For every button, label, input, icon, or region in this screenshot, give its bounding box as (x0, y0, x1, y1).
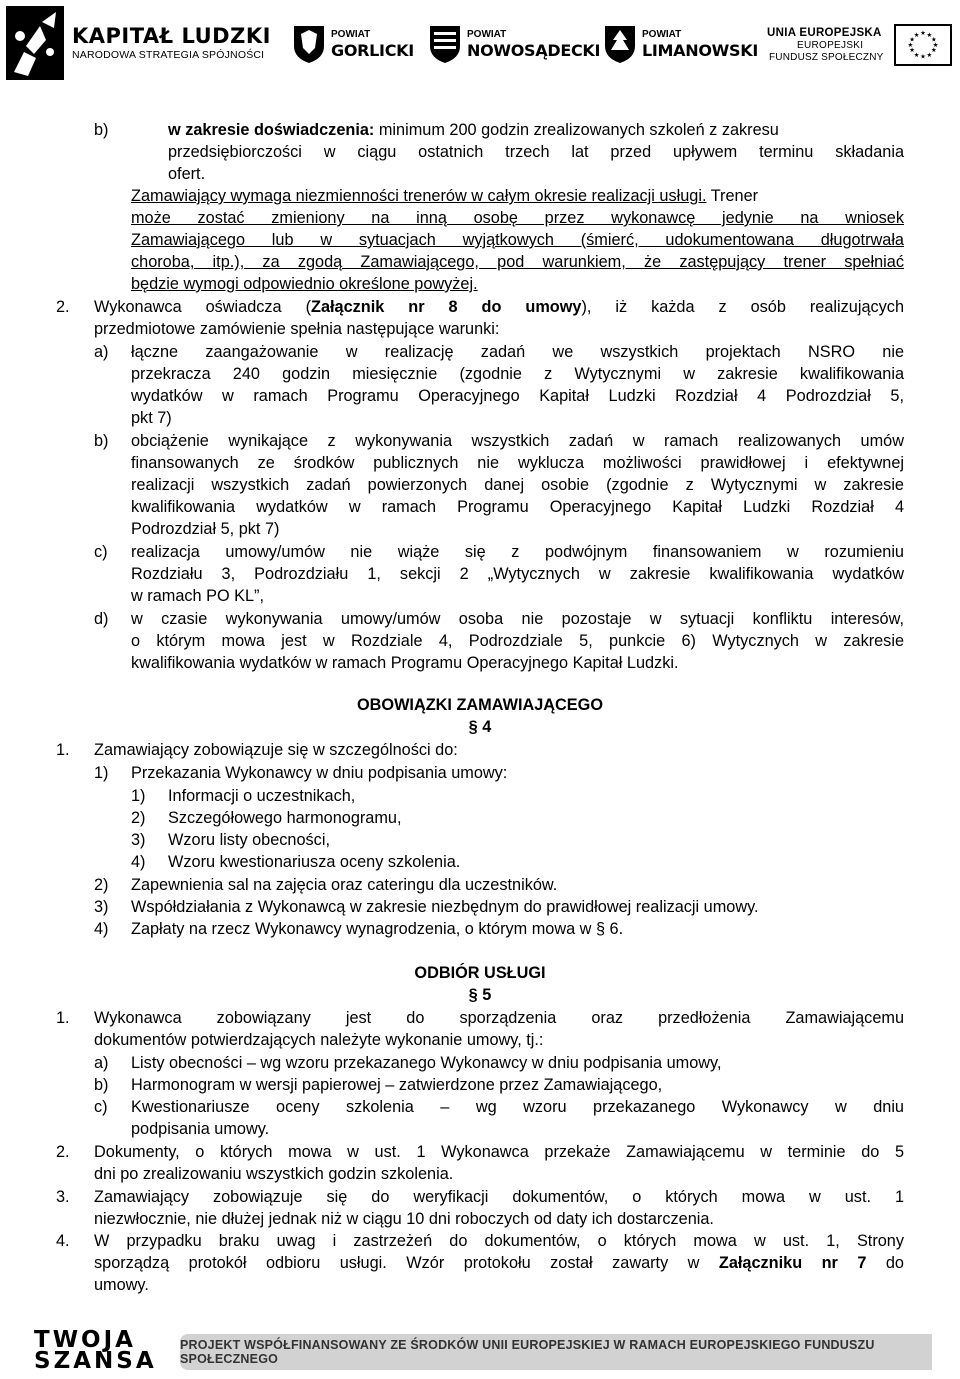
condition-b-line-4: kwalifikowania wydatków w ramach Programu Operacyjnego Kapitał Ludzki Rozdział 4 (131, 498, 904, 516)
section-number-4: § 4 (468, 718, 492, 736)
acceptance-4-line-1: W przypadku braku uwag i zastrzeżeń do dokumentów, o których mowa w ust. 1, Strony (94, 1232, 904, 1250)
paragraph-number: 3. (56, 1188, 70, 1206)
condition-b-line-3: realizacji wszystkich zadań powierzonych danej osobie (zgodnie z Wytycznymi w zakresie (131, 476, 904, 494)
item-label: a) (94, 1054, 109, 1072)
kapital-ludzki-subtitle: NARODOWA STRATEGIA SPÓJNOŚCI (72, 49, 265, 61)
item-label: 3) (131, 831, 146, 849)
section-number-5: § 5 (468, 986, 492, 1004)
svg-text:★: ★ (930, 36, 937, 44)
acceptance-doc-a: Listy obecności – wg wzoru przekazanego Wykonawcy w dniu podpisania umowy, (131, 1054, 722, 1072)
svg-text:★: ★ (926, 31, 932, 39)
svg-text:★: ★ (908, 47, 915, 55)
acceptance-3-line-1: Zamawiający zobowiązuje się do weryfikacji dokumentów, o których mowa w ust. 1 (94, 1188, 904, 1206)
acceptance-doc-b: Harmonogram w wersji papierowej – zatwierdzone przez Zamawiającego, (131, 1076, 663, 1094)
trainer-line-1: Zamawiający wymaga niezmienności trenerów w całym okresie realizacji usługi. Trener (131, 187, 759, 205)
item-label: c) (94, 543, 108, 561)
obligation-1-4: Wzoru kwestionariusza oceny szkolenia. (168, 853, 461, 871)
declaration-line-1: Wykonawca oświadcza (Załącznik nr 8 do umowy), iż każda z osób realizujących (94, 298, 904, 316)
item-label: d) (94, 610, 109, 628)
trainer-line-5: będzie wymogi odpowiednio określone powyżej. (131, 275, 478, 293)
svg-text:★: ★ (919, 53, 926, 61)
eu-line3: FUNDUSZ SPOŁECZNY (769, 52, 884, 63)
section-heading-obligations: OBOWIĄZKI ZAMAWIAJĄCEGO (356, 696, 603, 714)
trainer-line-2: może zostać zmieniony na inną osobę przez wykonawcę jedynie na wniosek (131, 209, 904, 227)
paragraph-number: 1. (56, 1009, 70, 1027)
obligation-3: Współdziałania z Wykonawcą w zakresie niezbędnym do prawidłowej realizacji umowy. (131, 898, 759, 916)
acceptance-1-line-1: Wykonawca zobowiązany jest do sporządzenia oraz przedłożenia Zamawiającemu (94, 1009, 904, 1027)
item-label: 1) (131, 787, 146, 805)
condition-b-line-2: finansowanych ze środków publicznych nie wyklucza możliwości prawidłowej i efektywnej (131, 454, 904, 472)
acceptance-4-line-3: umowy. (94, 1276, 149, 1294)
condition-a-line-2: przekracza 240 godzin miesięcznie (zgodnie z Wytycznymi w zakresie kwalifikowania (131, 365, 904, 383)
obligation-2: Zapewnienia sal na zajęcia oraz cateringu dla uczestników. (131, 876, 558, 894)
svg-text:★: ★ (907, 41, 913, 49)
item-label: 1) (94, 764, 109, 782)
svg-text:★: ★ (913, 31, 920, 39)
twoja-szansa-logo (34, 1327, 157, 1374)
svg-text:★: ★ (908, 36, 915, 44)
item-label: 3) (94, 898, 109, 916)
section-heading-acceptance: ODBIÓR USŁUGI (414, 964, 546, 982)
condition-a-line-4: pkt 7) (131, 409, 172, 427)
condition-c-line-3: w ramach PO KL”, (131, 587, 265, 605)
item-label: 2) (131, 809, 146, 827)
acceptance-4-line-2: sporządzą protokół odbioru usługi. Wzór protokołu został zawarty w Załączniku nr 7 do (94, 1254, 904, 1272)
condition-a-line-1: łączne zaangażowanie w realizację zadań we wszystkich projektach NSRO nie (131, 343, 904, 361)
powiat-name: GORLICKI (331, 40, 414, 60)
paragraph-number: 2. (56, 1143, 70, 1161)
acceptance-1-line-2: dokumentów potwierdzających należyte wykonanie umowy, tj.: (94, 1031, 544, 1049)
cofinancing-text: PROJEKT WSPÓŁFINANSOWANY ZE ŚRODKÓW UNII EUROPEJSKIEJ W RAMACH EUROPEJSKIEGO FUNDUSZU SPOŁECZNEGO (180, 1338, 875, 1366)
item-label: b) (94, 121, 109, 139)
twoja-szansa-line2: SZANSA (34, 1348, 157, 1374)
svg-text:★: ★ (930, 47, 937, 55)
obligation-1-1: Informacji o uczestnikach, (168, 787, 356, 805)
trainer-line-4: choroba, itp.), za zgodą Zamawiającego, pod warunkiem, że zastępujący trener spełniać (131, 253, 904, 271)
item-label: b) (94, 1076, 109, 1094)
condition-d-line-1: w czasie wykonywania umowy/umów osoba nie pozostaje w sytuacji konfliktu interesów, (131, 610, 904, 628)
item-label: b) (94, 432, 109, 450)
condition-a-line-3: wydatków w ramach Programu Operacyjnego Kapitał Ludzki Rozdział 4 Podrozdział 5, (131, 387, 904, 405)
svg-text:★: ★ (926, 51, 932, 59)
experience-line-3: ofert. (168, 165, 206, 183)
item-label: a) (94, 343, 109, 361)
powiat-label: POWIAT (331, 28, 371, 40)
item-label: 4) (94, 920, 109, 938)
acceptance-doc-c-line-1: Kwestionariusze oceny szkolenia – wg wzoru przekazanego Wykonawcy w dniu (131, 1098, 904, 1116)
obligation-4: Zapłaty na rzecz Wykonawcy wynagrodzenia, o którym mowa w § 6. (131, 920, 624, 938)
powiat-name: NOWOSĄDECKI (467, 40, 601, 60)
paragraph-number: 4. (56, 1232, 70, 1250)
obligation-1: Przekazania Wykonawcy w dniu podpisania umowy: (131, 764, 508, 782)
condition-b-line-1: obciążenie wynikające z wykonywania wszystkich zadań w ramach realizowanych umów (131, 432, 904, 450)
declaration-line-2: przedmiotowe zamówienie spełnia następujące warunki: (94, 320, 500, 338)
acceptance-doc-c-line-2: podpisania umowy. (131, 1120, 270, 1138)
svg-text:★: ★ (913, 51, 920, 59)
eu-line2: EUROPEJSKI (797, 40, 864, 51)
condition-c-line-2: Rozdziału 3, Podrozdziału 1, sekcji 2 „Wytycznych w zakresie kwalifikowania wydatków (131, 565, 904, 583)
obligations-intro: Zamawiający zobowiązuje się w szczególności do: (94, 741, 458, 759)
trainer-line-3: Zamawiającego lub w sytuacjach wyjątkowych (śmierć, udokumentowana długotrwała (131, 231, 904, 249)
experience-line-2: przedsiębiorczości w ciągu ostatnich trzech lat przed upływem terminu składania (168, 143, 904, 161)
item-label: c) (94, 1098, 108, 1116)
condition-d-line-3: kwalifikowania wydatków w ramach Programu Operacyjnego Kapitał Ludzki. (131, 654, 679, 672)
cofinancing-banner (180, 1334, 932, 1370)
powiat-label: POWIAT (467, 28, 507, 40)
condition-c-line-1: realizacja umowy/umów nie wiąże się z podwójnym finansowaniem w rozumieniu (131, 543, 904, 561)
experience-line-1: w zakresie doświadczenia: minimum 200 godzin zrealizowanych szkoleń z zakresu (168, 121, 779, 139)
acceptance-2-line-2: dni po zrealizowaniu wszystkich godzin szkolenia. (94, 1165, 454, 1183)
acceptance-2-line-1: Dokumenty, o których mowa w ust. 1 Wykonawca przekaże Zamawiającemu w terminie do 5 (94, 1143, 904, 1161)
twoja-szansa-line1: TWOJA (34, 1327, 136, 1353)
paragraph-number: 1. (56, 741, 70, 759)
svg-text:★: ★ (919, 30, 926, 38)
powiat-label: POWIAT (642, 28, 682, 40)
item-label: 4) (131, 853, 146, 871)
item-label: 2) (94, 876, 109, 894)
powiat-name: LIMANOWSKI (642, 40, 758, 60)
kapital-ludzki-title: KAPITAŁ LUDZKI (72, 24, 271, 48)
paragraph-number: 2. (56, 298, 70, 316)
eu-line1: UNIA EUROPEJSKA (767, 27, 882, 39)
obligation-1-3: Wzoru listy obecności, (168, 831, 330, 849)
acceptance-3-line-2: niezwłocznie, nie dłużej jednak niż w ciągu 10 dni roboczych od daty ich dostarczenia. (94, 1210, 714, 1228)
obligation-1-2: Szczegółowego harmonogramu, (168, 809, 402, 827)
page-footer (0, 1326, 960, 1379)
condition-d-line-2: o którym mowa jest w Rozdziale 4, Podrozdziale 5, punkcie 6) Wytycznych w zakresie (131, 632, 904, 650)
svg-text:★: ★ (932, 41, 939, 49)
condition-b-line-5: Podrozdział 5, pkt 7) (131, 520, 280, 538)
